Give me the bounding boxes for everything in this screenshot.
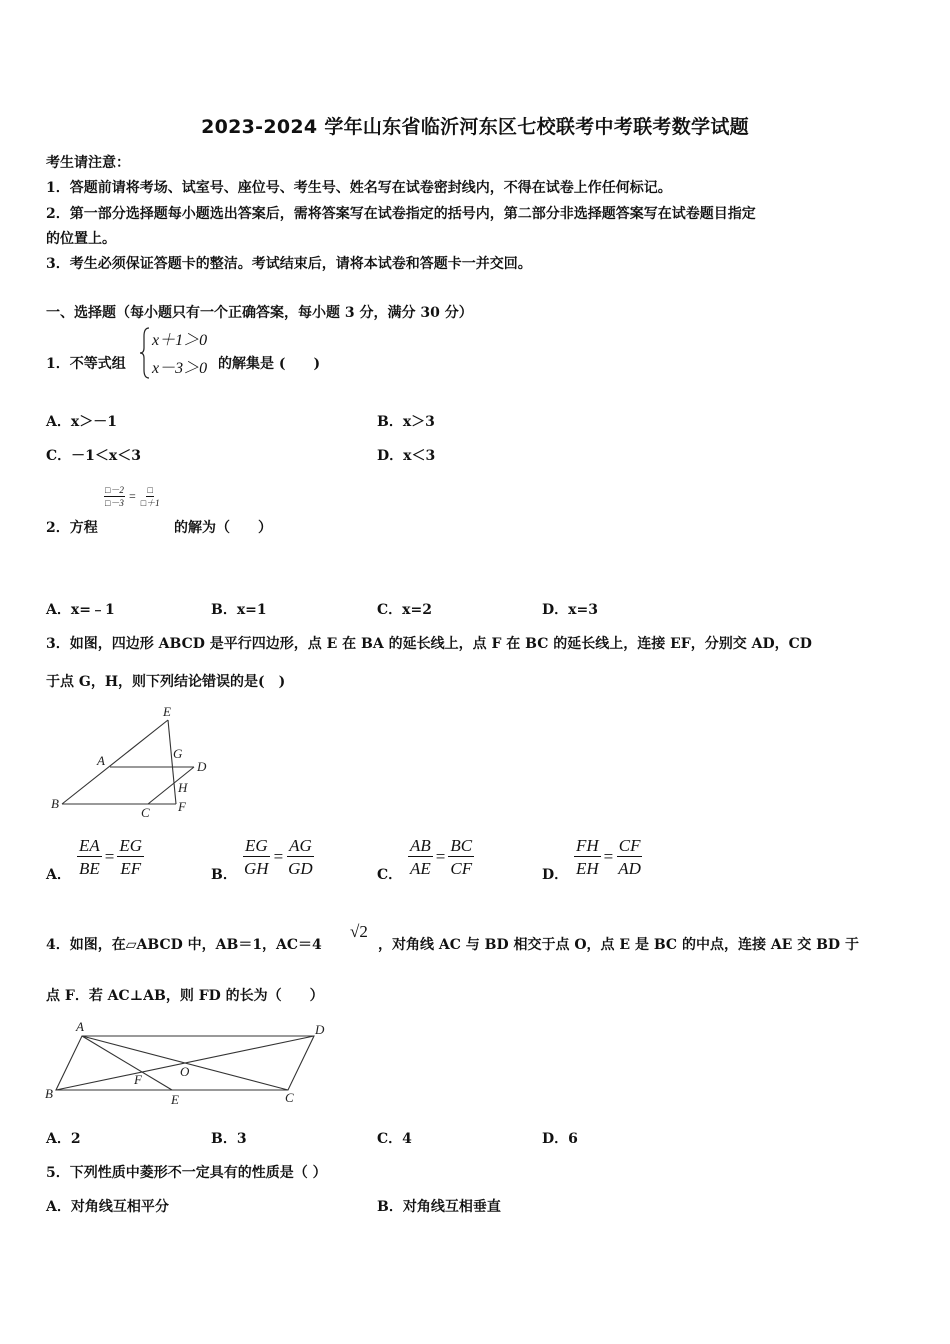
q3-line-be: [62, 720, 168, 804]
equals-sign: =: [603, 847, 614, 866]
equals-sign: =: [104, 847, 115, 866]
equals-sign: =: [273, 847, 284, 866]
q3-c-den2: CF: [450, 859, 473, 878]
q3-line-1: 3．如图，四边形 ABCD 是平行四边形，点 E 在 BA 的延长线上，点 F 在 BC 的延长线上，连接 EF，分别交 AD，CD: [46, 636, 812, 652]
q4-option-a: A．2: [46, 1131, 81, 1147]
q4-label-a: A: [76, 1019, 84, 1034]
q1-prefix: 1．不等式组: [46, 356, 126, 372]
section-heading: 一、选择题（每小题只有一个正确答案，每小题 3 分，满分 30 分）: [46, 305, 473, 321]
q5-question: 5．下列性质中菱形不一定具有的性质是（ ）: [46, 1165, 327, 1181]
q3-line-2: 于点 G，H，则下列结论错误的是( ): [46, 674, 286, 690]
q2-right-numerator: □: [147, 485, 153, 495]
q2-equation: $\frac{□-2}{□-3}$ = □ □＋1: [105, 485, 160, 508]
q3-option-a-formula: [77, 836, 144, 878]
equals-sign: =: [435, 847, 446, 866]
q3-option-d-formula: [574, 836, 643, 878]
q3-label-a: A: [97, 753, 105, 768]
notice-line-1: 1．答题前请将考场、试室号、座位号、考生号、姓名写在试卷密封线内，不得在试卷上作任何标记。: [46, 180, 672, 196]
q2-option-d: D．x=3: [542, 602, 598, 618]
q1-suffix: 的解集是 ( ): [218, 356, 321, 372]
q4-label-d: D: [315, 1022, 325, 1037]
q3-b-num1: EG: [244, 836, 268, 855]
q3-option-d-label: D．: [542, 867, 569, 883]
q4-option-d: D．6: [542, 1131, 578, 1147]
q1-inequality-2: x－3＞0: [152, 360, 208, 377]
q3-option-c-formula: [408, 836, 474, 878]
q4-label-b: B: [45, 1086, 53, 1101]
q2-right-denominator: □＋1: [140, 498, 160, 508]
q3-c-den1: AE: [410, 859, 431, 878]
q1-brace: [138, 326, 152, 380]
q3-d-den1: EH: [576, 859, 599, 878]
notice-line-2a: 2．第一部分选择题每小题选出答案后，需将答案写在试卷指定的括号内，第二部分非选择题答案写在试卷题目指定: [46, 206, 756, 222]
q3-label-b: B: [51, 796, 59, 811]
q2-option-a: A．x=﹣1: [46, 602, 115, 618]
q4-label-o: O: [180, 1064, 190, 1079]
q1-option-d: D．x＜3: [377, 448, 436, 464]
q3-figure: [48, 700, 218, 822]
q1-option-b: B．x＞3: [377, 414, 435, 430]
q4-label-c: C: [285, 1090, 294, 1105]
q1-option-a: A．x＞－1: [46, 414, 117, 430]
q1-inequality-1: x＋1＞0: [152, 332, 208, 349]
q4-label-f: F: [134, 1072, 142, 1087]
q3-label-d: D: [197, 759, 207, 774]
page-title: 2023-2024 学年山东省临沂河东区七校联考中考联考数学试题: [201, 116, 749, 138]
q4-label-e: E: [171, 1092, 179, 1107]
q3-d-den2: AD: [618, 859, 641, 878]
q3-option-c-label: C．: [377, 867, 403, 883]
q3-c-num2: BC: [450, 836, 473, 855]
q4-line-1a: 4．如图，在▱ABCD 中，AB＝1，AC＝4: [46, 937, 322, 953]
q3-a-den1: BE: [79, 859, 100, 878]
notice-heading: 考生请注意：: [46, 155, 130, 171]
q3-c-num1: AB: [410, 836, 431, 855]
q3-d-num2: CF: [618, 836, 641, 855]
q2-left-numerator: □－2: [105, 485, 124, 495]
q2-suffix: 的解为（ ）: [174, 520, 272, 536]
q2-option-c: C．x=2: [377, 602, 432, 618]
q3-label-f: F: [178, 799, 186, 814]
q3-a-den2: EF: [120, 859, 142, 878]
q3-option-b-formula: [242, 836, 315, 878]
q4-sqrt: √2: [350, 922, 368, 941]
notice-line-3: 3．考生必须保证答题卡的整洁。考试结束后，请将本试卷和答题卡一并交回。: [46, 256, 532, 272]
q1-option-c: C．－1＜x＜3: [46, 448, 141, 464]
q3-option-b-label: B．: [211, 867, 237, 883]
q4-line-2: 点 F．若 AC⊥AB，则 FD 的长为（ ）: [46, 988, 324, 1004]
q2-left-denominator: □－3: [105, 498, 124, 508]
q3-b-num2: AG: [289, 836, 312, 855]
q2-option-b: B．x=1: [211, 602, 267, 618]
q3-label-g: G: [173, 746, 183, 761]
q3-label-c: C: [141, 805, 150, 820]
q3-a-num2: EG: [119, 836, 143, 855]
q4-figure: [42, 1018, 342, 1110]
q4-option-c: C．4: [377, 1131, 412, 1147]
notice-line-2b: 的位置上。: [46, 231, 116, 247]
q3-b-den2: GD: [288, 859, 313, 878]
q2-prefix: 2．方程: [46, 520, 98, 536]
q3-option-a-label: A．: [46, 867, 71, 883]
q3-a-num1: EA: [79, 836, 100, 855]
q3-d-num1: FH: [576, 836, 599, 855]
q4-line-1b: ，对角线 AC 与 BD 相交于点 O，点 E 是 BC 的中点，连接 AE 交 BD 于: [378, 937, 859, 953]
q5-option-a: A．对角线互相平分: [46, 1199, 169, 1215]
q3-label-e: E: [163, 704, 171, 719]
q3-b-den1: GH: [244, 859, 269, 878]
q3-label-h: H: [178, 780, 188, 795]
q5-option-b: B．对角线互相垂直: [377, 1199, 501, 1215]
q3-line-ef: [168, 720, 176, 804]
q4-option-b: B．3: [211, 1131, 247, 1147]
